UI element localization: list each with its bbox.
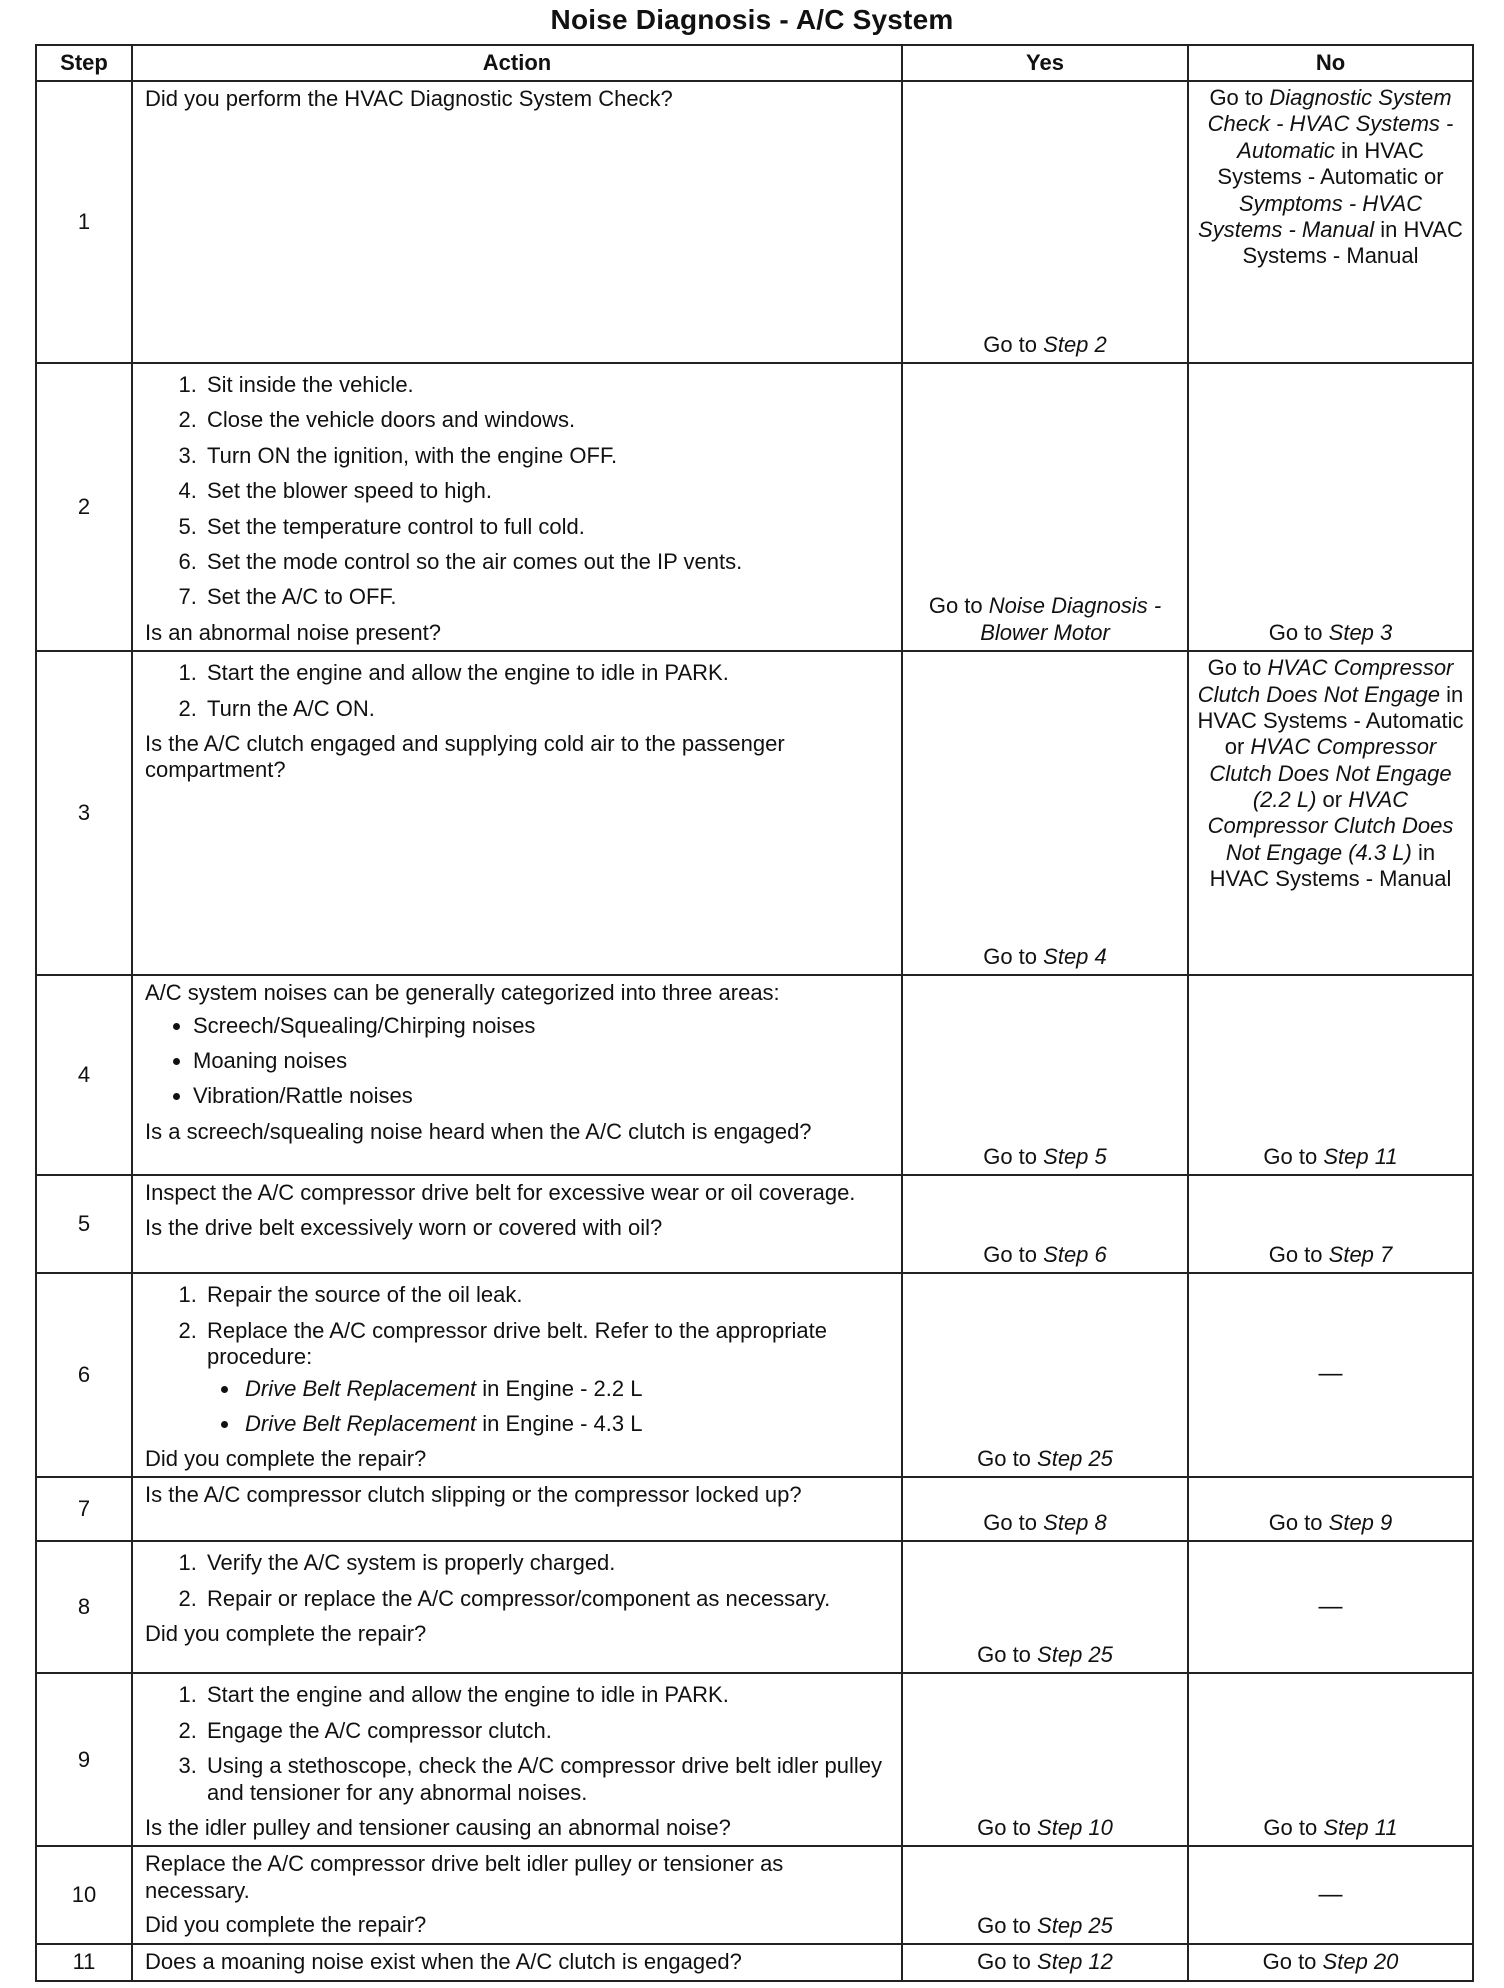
action-cell xyxy=(132,1673,902,1846)
no-cell xyxy=(1188,975,1473,1175)
header-action: Action xyxy=(132,45,902,81)
no-cell xyxy=(1188,1175,1473,1273)
list-item: 2. Repair or replace the A/C compressor/component as necessary. xyxy=(203,1586,893,1612)
no-cell xyxy=(1188,1541,1473,1673)
action-question: Is the idler pulley and tensioner causing an abnormal noise? xyxy=(145,1815,731,1841)
yes-prefix: Go to xyxy=(983,943,1038,969)
list-item: 6. Set the mode control so the air comes out the IP vents. xyxy=(203,549,893,575)
yes-cell xyxy=(902,363,1188,651)
step-number: 9 xyxy=(36,1673,132,1846)
no-link[interactable]: Step 20 xyxy=(1322,1949,1399,1975)
list-item: 2. Engage the A/C compressor clutch. xyxy=(203,1718,893,1744)
diagnosis-table xyxy=(35,44,1474,1982)
list-item: 3. Turn ON the ignition, with the engine OFF. xyxy=(203,443,893,469)
action-question: Did you complete the repair? xyxy=(145,1912,427,1938)
yes-cell xyxy=(902,1944,1188,1980)
list-item-text: Replace the A/C compressor drive belt. Refer to the appropriate procedure: xyxy=(207,1317,827,1369)
no-link[interactable]: HVAC Compressor Clutch Does Not Engage (4.3 L) xyxy=(1207,787,1454,865)
action-steps-list xyxy=(145,1282,893,1437)
table-row xyxy=(36,1273,1473,1477)
action-question: Is a screech/squealing noise heard when the A/C clutch is engaged? xyxy=(145,1118,812,1144)
action-cell xyxy=(132,975,902,1175)
table-row xyxy=(36,1673,1473,1846)
no-link[interactable]: Symptoms - HVAC Systems - Manual xyxy=(1198,190,1423,242)
list-item: 1. Start the engine and allow the engine to idle in PARK. xyxy=(203,1682,893,1708)
no-prefix: Go to xyxy=(1268,1241,1323,1267)
action-cell xyxy=(132,1944,902,1980)
step-number: 7 xyxy=(36,1477,132,1541)
action-steps-list xyxy=(145,372,893,611)
list-item: 1. Verify the A/C system is properly charged. xyxy=(203,1550,893,1576)
no-dash: — xyxy=(1318,1592,1343,1620)
list-item: 1. Sit inside the vehicle. xyxy=(203,372,893,398)
list-item: 1. Repair the source of the oil leak. xyxy=(203,1282,893,1308)
yes-prefix: Go to xyxy=(977,1913,1031,1939)
step-number: 1 xyxy=(36,81,132,363)
procedure-text: in Engine - 4.3 L xyxy=(482,1410,643,1436)
no-cell xyxy=(1188,1273,1473,1477)
document-title: Noise Diagnosis - A/C System xyxy=(550,4,954,35)
action-cell xyxy=(132,651,902,975)
header-step: Step xyxy=(36,45,132,81)
action-cell xyxy=(132,363,902,651)
yes-link[interactable]: Step 8 xyxy=(1043,1510,1107,1536)
yes-prefix: Go to xyxy=(977,1949,1031,1975)
no-prefix: Go to xyxy=(1268,619,1323,645)
list-item: 3. Using a stethoscope, check the A/C compressor drive belt idler pulley and tensioner for any abnormal noises. xyxy=(203,1753,893,1806)
yes-cell xyxy=(902,1477,1188,1541)
list-item: • Moaning noises xyxy=(193,1048,893,1074)
no-prefix: Go to xyxy=(1263,1143,1318,1169)
list-item: 5. Set the temperature control to full cold. xyxy=(203,514,893,540)
procedure-item xyxy=(241,1411,893,1437)
table-header-row xyxy=(36,45,1473,81)
yes-cell xyxy=(902,1541,1188,1673)
yes-link[interactable]: Step 10 xyxy=(1037,1815,1113,1841)
step-number: 2 xyxy=(36,363,132,651)
no-text: in HVAC Systems - Manual xyxy=(1242,216,1463,269)
procedure-item xyxy=(241,1376,893,1402)
action-steps-list xyxy=(145,1682,893,1806)
no-text: or xyxy=(1322,787,1343,813)
no-text: Go to xyxy=(1209,85,1264,110)
table-row xyxy=(36,363,1473,651)
action-text: Is the A/C compressor clutch slipping or the compressor locked up? xyxy=(145,1482,802,1508)
no-cell xyxy=(1188,1673,1473,1846)
yes-cell xyxy=(902,81,1188,363)
table-row xyxy=(36,975,1473,1175)
yes-link[interactable]: Step 25 xyxy=(1037,1913,1113,1939)
no-link[interactable]: HVAC Compressor Clutch Does Not Engage xyxy=(1197,655,1454,707)
action-cell xyxy=(132,1541,902,1673)
action-question: Is the drive belt excessively worn or covered with oil? xyxy=(145,1214,663,1240)
table-row xyxy=(36,81,1473,363)
table-row xyxy=(36,1175,1473,1273)
yes-prefix: Go to xyxy=(983,331,1038,357)
no-link[interactable]: Step 9 xyxy=(1328,1510,1393,1536)
no-link[interactable]: Step 3 xyxy=(1328,619,1393,645)
yes-cell xyxy=(902,1175,1188,1273)
yes-cell xyxy=(902,975,1188,1175)
no-cell xyxy=(1188,1944,1473,1980)
yes-prefix: Go to xyxy=(983,1143,1038,1169)
no-link[interactable]: Step 11 xyxy=(1323,1143,1398,1169)
step-number: 10 xyxy=(36,1846,132,1944)
no-prefix: Go to xyxy=(1262,1949,1317,1975)
action-question: Did you complete the repair? xyxy=(145,1621,427,1647)
action-question: Is an abnormal noise present? xyxy=(145,619,441,645)
yes-prefix: Go to xyxy=(983,1241,1038,1267)
no-text: in HVAC Systems - Automatic or xyxy=(1217,137,1444,190)
yes-link[interactable]: Noise Diagnosis - Blower Motor xyxy=(980,593,1162,645)
header-yes: Yes xyxy=(902,45,1188,81)
no-cell xyxy=(1188,363,1473,651)
no-link[interactable]: HVAC Compressor Clutch Does Not Engage (2.2 L) xyxy=(1209,734,1452,813)
procedure-list xyxy=(207,1376,893,1437)
no-prefix: Go to xyxy=(1268,1510,1323,1536)
yes-prefix: Go to xyxy=(977,1815,1031,1841)
action-text: Inspect the A/C compressor drive belt for excessive wear or oil coverage. xyxy=(145,1180,856,1206)
yes-link[interactable]: Step 25 xyxy=(1037,1446,1113,1472)
table-row xyxy=(36,1846,1473,1944)
no-text: in HVAC Systems - Manual xyxy=(1209,839,1452,892)
no-link[interactable]: Step 11 xyxy=(1323,1815,1398,1841)
step-number: 6 xyxy=(36,1273,132,1477)
no-text: Go to xyxy=(1207,655,1262,681)
no-text: in HVAC Systems - Automatic or xyxy=(1197,681,1464,760)
yes-link[interactable]: Step 25 xyxy=(1037,1642,1113,1668)
no-dash: — xyxy=(1318,1880,1343,1908)
yes-link[interactable]: Step 4 xyxy=(1043,943,1107,969)
action-text: Did you perform the HVAC Diagnostic System Check? xyxy=(145,86,673,111)
table-row xyxy=(36,1944,1473,1980)
procedure-link[interactable]: Drive Belt Replacement xyxy=(245,1410,477,1436)
yes-cell xyxy=(902,1273,1188,1477)
yes-link[interactable]: Step 2 xyxy=(1043,331,1107,357)
no-cell xyxy=(1188,1477,1473,1541)
action-question: Is the A/C clutch engaged and supplying cold air to the passenger compartment? xyxy=(145,730,785,783)
no-prefix: Go to xyxy=(1263,1815,1318,1841)
yes-cell xyxy=(902,1673,1188,1846)
procedure-text: in Engine - 2.2 L xyxy=(482,1376,643,1402)
yes-prefix: Go to xyxy=(983,1510,1038,1536)
action-cell xyxy=(132,81,902,363)
action-question: Did you complete the repair? xyxy=(145,1446,427,1472)
action-text: A/C system noises can be generally categorized into three areas: xyxy=(145,980,780,1006)
no-link[interactable]: Diagnostic System Check - HVAC Systems - Automatic xyxy=(1207,85,1454,163)
list-item: 2. Turn the A/C ON. xyxy=(203,696,893,722)
no-cell xyxy=(1188,81,1473,363)
no-link[interactable]: Step 7 xyxy=(1328,1241,1393,1267)
table-row xyxy=(36,651,1473,975)
action-steps-list xyxy=(145,660,893,722)
list-item: 2. Close the vehicle doors and windows. xyxy=(203,407,893,433)
yes-cell xyxy=(902,1846,1188,1944)
yes-link[interactable]: Step 6 xyxy=(1043,1241,1107,1267)
action-cell xyxy=(132,1477,902,1541)
yes-link[interactable]: Step 12 xyxy=(1037,1949,1113,1975)
yes-prefix: Go to xyxy=(977,1642,1031,1668)
action-cell xyxy=(132,1273,902,1477)
no-cell xyxy=(1188,651,1473,975)
list-item: 1. Start the engine and allow the engine to idle in PARK. xyxy=(203,660,893,686)
list-item xyxy=(203,1318,893,1438)
no-cell xyxy=(1188,1846,1473,1944)
action-cell xyxy=(132,1175,902,1273)
list-item: 4. Set the blower speed to high. xyxy=(203,478,893,504)
action-cell xyxy=(132,1846,902,1944)
table-row xyxy=(36,1541,1473,1673)
yes-prefix: Go to xyxy=(977,1446,1031,1472)
action-text: Does a moaning noise exist when the A/C clutch is engaged? xyxy=(145,1949,742,1975)
step-number: 11 xyxy=(36,1944,132,1980)
step-number: 3 xyxy=(36,651,132,975)
step-number: 8 xyxy=(36,1541,132,1673)
yes-link[interactable]: Step 5 xyxy=(1043,1143,1107,1169)
action-bullet-list xyxy=(145,1013,893,1110)
step-number: 4 xyxy=(36,975,132,1175)
yes-prefix: Go to xyxy=(928,593,983,619)
list-item: • Vibration/Rattle noises xyxy=(193,1083,893,1109)
list-item: 7. Set the A/C to OFF. xyxy=(203,584,893,610)
action-steps-list xyxy=(145,1550,893,1612)
yes-cell xyxy=(902,651,1188,975)
procedure-link[interactable]: Drive Belt Replacement xyxy=(245,1376,477,1402)
step-number: 5 xyxy=(36,1175,132,1273)
table-row xyxy=(36,1477,1473,1541)
list-item: • Screech/Squealing/Chirping noises xyxy=(193,1013,893,1039)
header-no: No xyxy=(1188,45,1473,81)
action-text: Replace the A/C compressor drive belt idler pulley or tensioner as necessary. xyxy=(145,1851,784,1903)
no-dash: — xyxy=(1318,1360,1343,1388)
